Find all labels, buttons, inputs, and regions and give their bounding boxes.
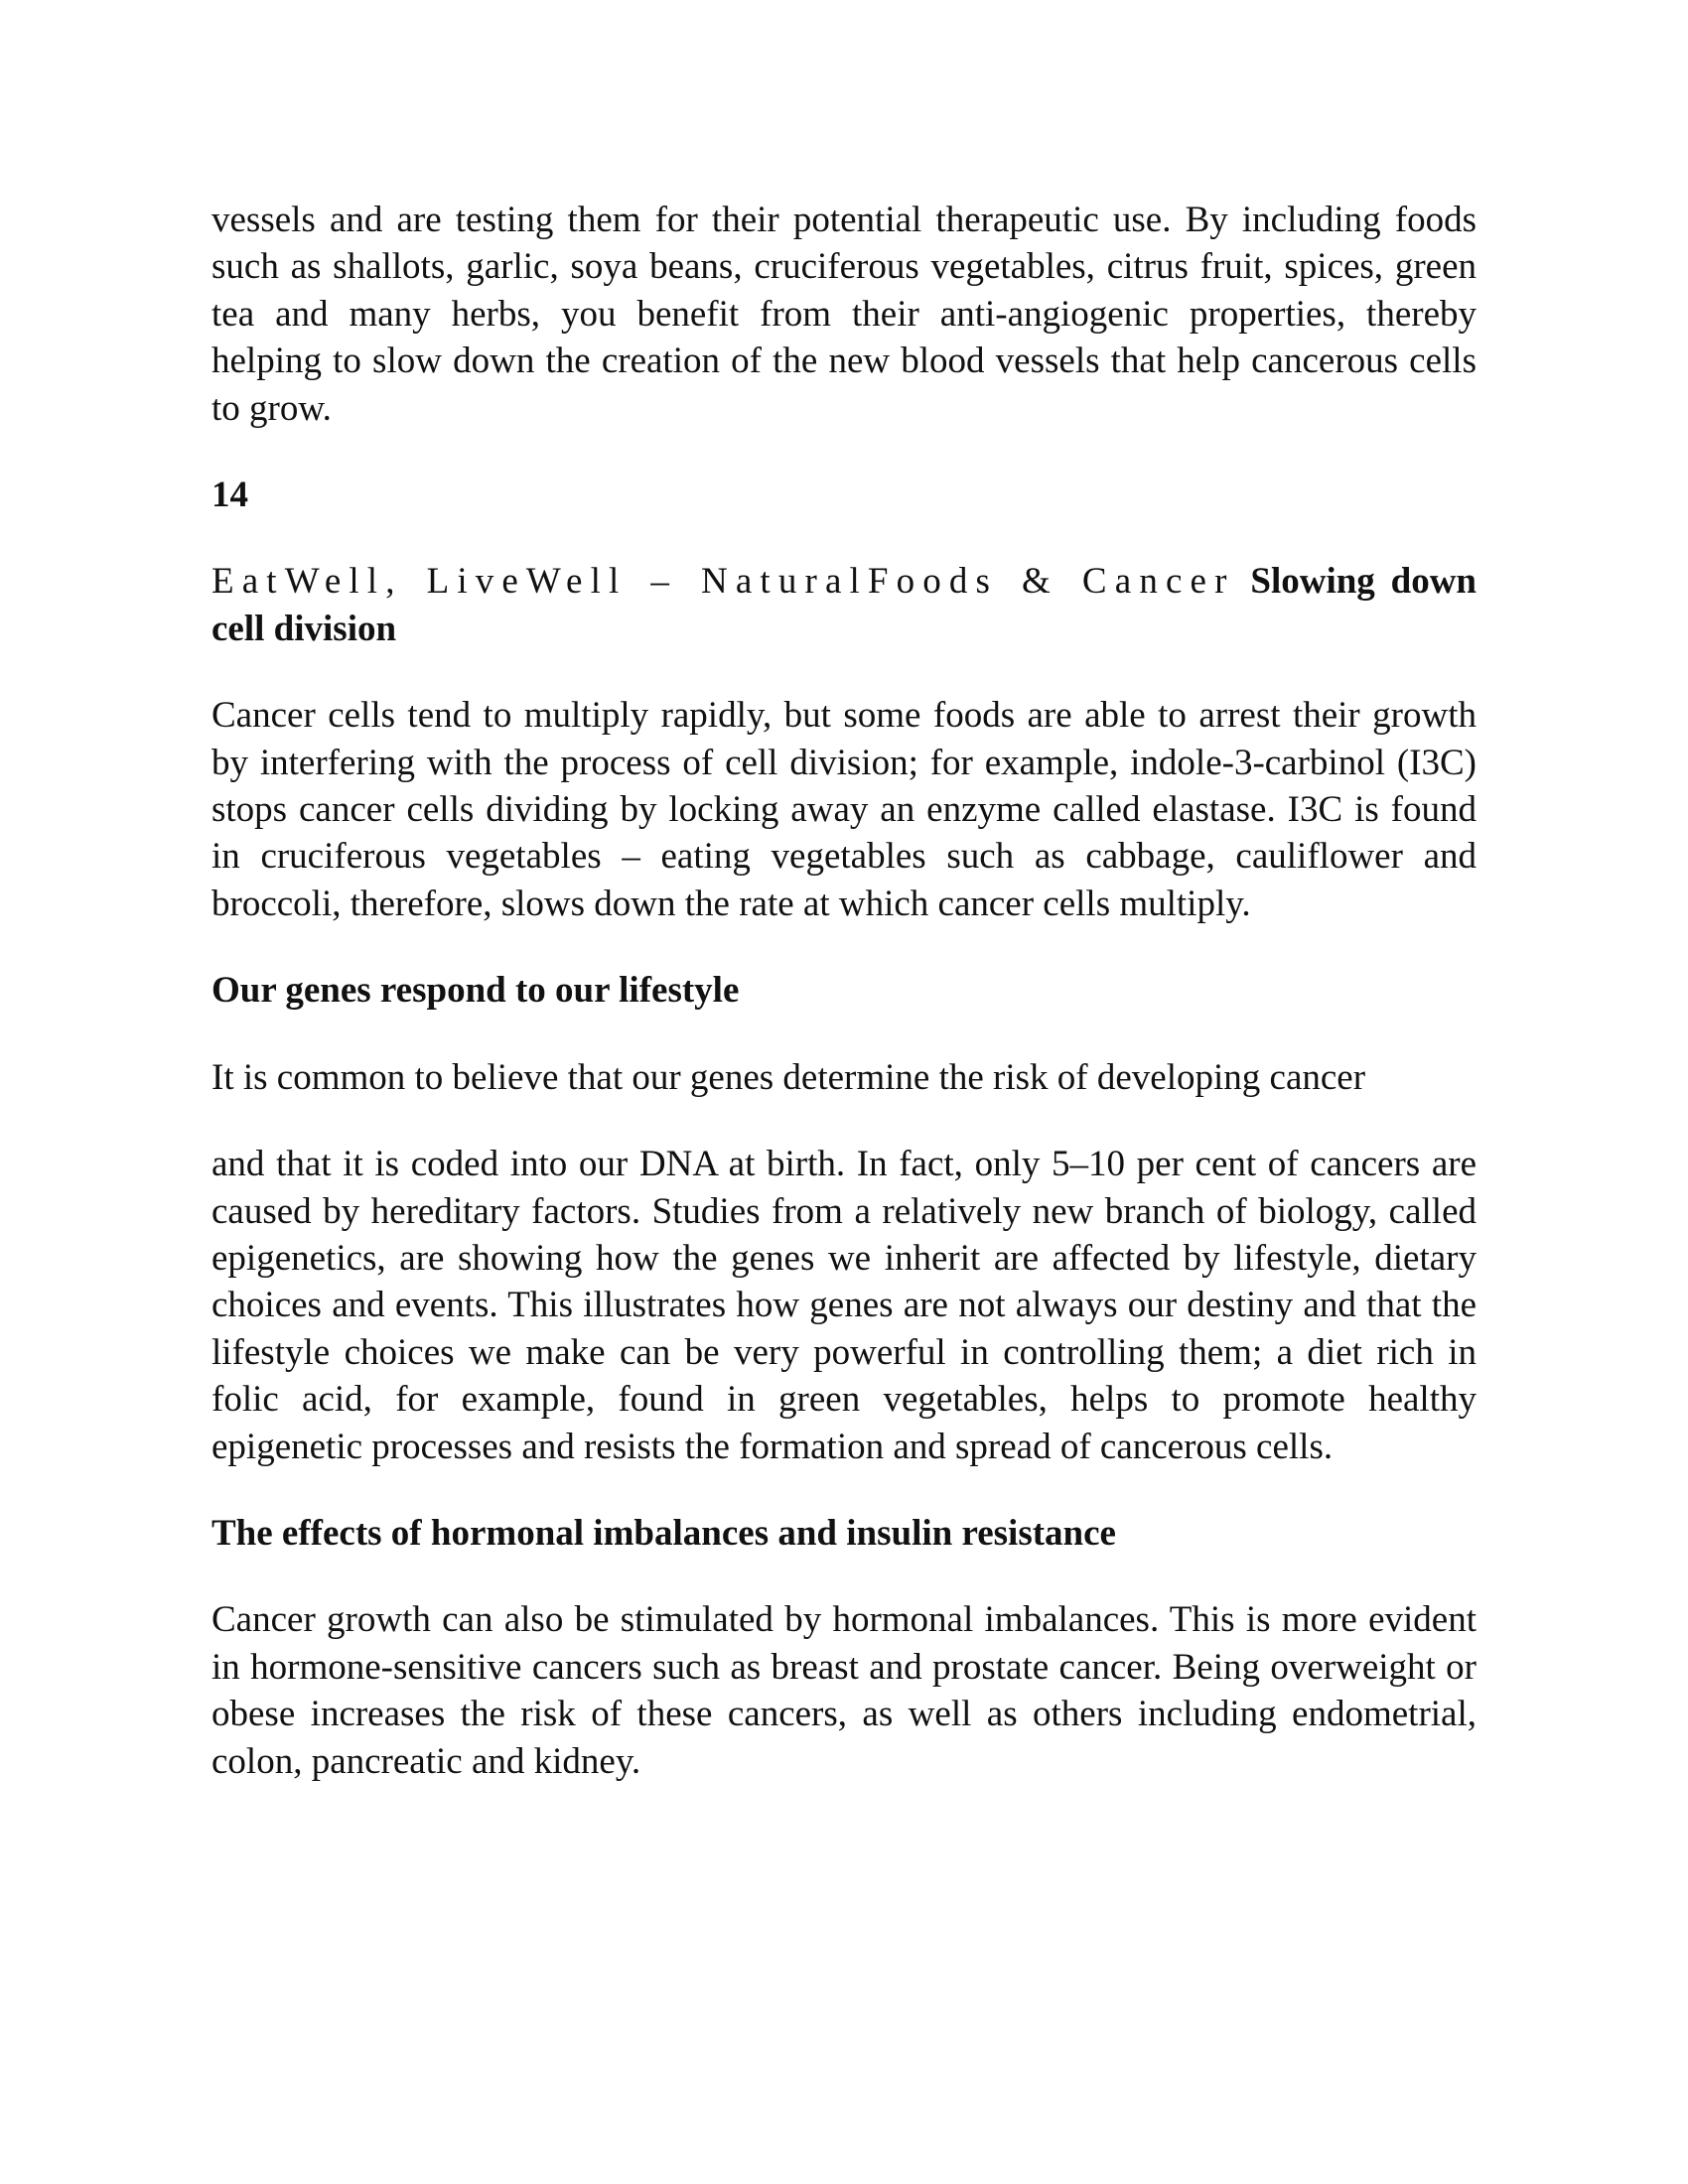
paragraph-cell-division: Cancer cells tend to multiply rapidly, but some foods are able to arrest their growth by interfering with the process of cell division; for example, indole-3-carbinol (I3C) stops cancer cells dividing by locking away an enzyme called elastase. I3C is found in cruciferous vegetables – eating vegetables such as cabbage, cauliflower and broccoli, therefore, slows down the rate at which cancer cells multiply.	[211, 695, 1477, 924]
section-heading-cell-division: Slowing down cell division	[211, 561, 1477, 649]
paragraph-blood-vessels: vessels and are testing them for their potential therapeutic use. By including foods such as shallots, garlic, soya beans, cruciferous vegetables, citrus fruit, spices, green tea and many herbs, you benefit from their anti-angiogenic properties, thereby helping to slow down the creation of the new blood vessels that help cancerous cells to grow.	[211, 200, 1477, 429]
page-number: 14	[211, 475, 248, 516]
paragraph-hormonal: Cancer growth can also be stimulated by hormonal imbalances. This is more evident in hormone-sensitive cancers such as breast and prostate cancer. Being overweight or obese increases the risk of these cancers, as well as others including endometrial, colon, pancreatic and kidney.	[211, 1599, 1477, 1782]
running-head-and-heading	[211, 558, 1477, 652]
section-heading-hormonal: The effects of hormonal imbalances and insulin resistance	[211, 1512, 1116, 1554]
section-heading-genes: Our genes respond to our lifestyle	[211, 970, 740, 1012]
paragraph-genes-intro: It is common to believe that our genes determine the risk of developing cancer	[211, 1056, 1366, 1098]
document-page	[211, 197, 1477, 1825]
running-head: EatWell, LiveWell – NaturalFoods & Cancer	[211, 561, 1235, 603]
paragraph-epigenetics: and that it is coded into our DNA at birth. In fact, only 5–10 per cent of cancers are caused by hereditary factors. Studies from a relatively new branch of biology, called epigenetics, are showing how the genes we inherit are affected by lifestyle, dietary choices and events. This illustrates how genes are not always our destiny and that the lifestyle choices we make can be very powerful in controlling them; a diet rich in folic acid, for example, found in green vegetables, helps to promote healthy epigenetic processes and resists the formation and spread of cancerous cells.	[211, 1144, 1477, 1467]
